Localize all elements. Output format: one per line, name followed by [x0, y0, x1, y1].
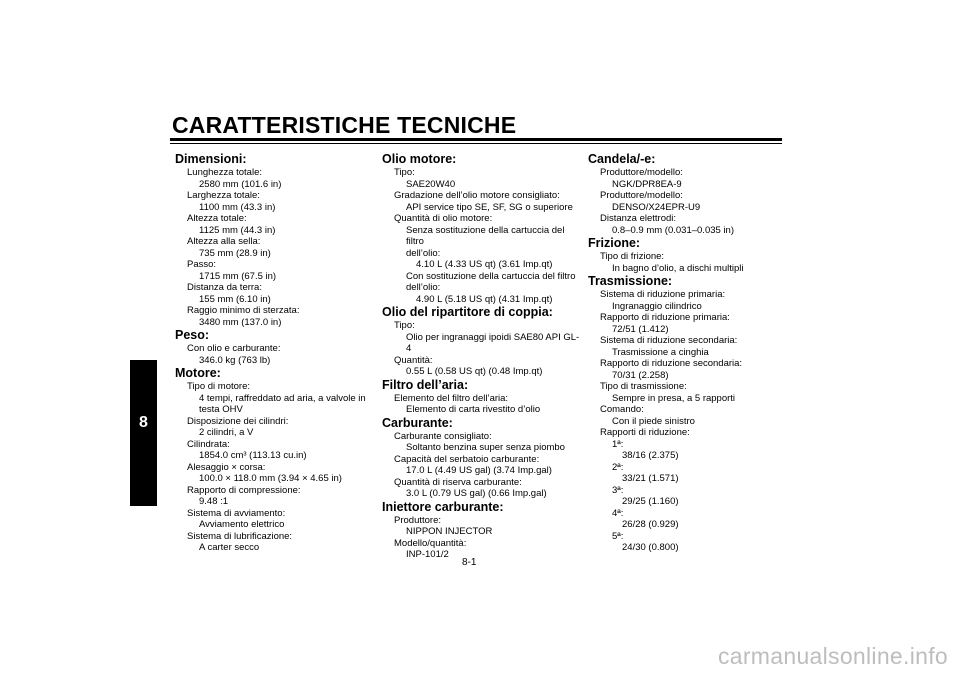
spec-value: NGK/DPR8EA-9 — [612, 178, 682, 190]
section-heading-clutch: Frizione: — [588, 236, 641, 250]
spec-value: Elemento di carta rivestito d’olio — [406, 404, 541, 415]
spec-value: 4.90 L (5.18 US qt) (4.31 Imp.qt) — [416, 293, 553, 305]
spec-label: Passo: — [187, 259, 217, 270]
section-heading-engine-oil: Olio motore: — [382, 152, 457, 166]
spec-label: Quantità di olio motore: — [394, 213, 493, 224]
gear-ratio: 38/16 (2.375) — [622, 450, 679, 461]
spec-value: 1715 mm (67.5 in) — [199, 270, 277, 282]
spec-label: Tipo: — [394, 167, 415, 178]
spec-value: Soltanto benzina super senza piombo — [406, 442, 565, 453]
spec-label: Sistema di riduzione secondaria: — [600, 335, 738, 346]
chapter-tab-number: 8 — [139, 414, 148, 431]
page-number: 8-1 — [462, 557, 477, 568]
spec-label: Quantità di riserva carburante: — [394, 476, 522, 488]
spec-value: INP-101/2 — [406, 549, 449, 560]
spec-value: 100.0 × 118.0 mm (3.94 × 4.65 in) — [199, 473, 342, 484]
spec-value: 1125 mm (44.3 in) — [199, 224, 276, 236]
spec-label: Produttore/modello: — [600, 190, 683, 201]
spec-value: 0.55 L (0.58 US qt) (0.48 Imp.qt) — [406, 366, 543, 377]
specs-column-3 — [588, 152, 788, 554]
section-heading-engine: Motore: — [175, 366, 221, 380]
spec-label: Modello/quantità: — [394, 537, 467, 549]
spec-label: Cilindrata: — [187, 438, 230, 450]
spec-value: 346.0 kg (763 lb) — [199, 354, 271, 366]
spec-value: Con sostituzione della cartuccia del filtro — [406, 270, 576, 282]
spec-value: 0.8–0.9 mm (0.031–0.035 in) — [612, 224, 734, 236]
spec-label: Tipo di motore: — [187, 381, 251, 392]
spec-value: 3480 mm (137.0 in) — [199, 316, 282, 328]
spec-value: 3.0 L (0.79 US gal) (0.66 Imp.gal) — [406, 488, 547, 499]
spec-label: Disposizione dei cilindri: — [187, 415, 289, 427]
spec-value: Trasmissione a cinghia — [612, 346, 709, 358]
gear-label: 4ª: — [612, 507, 624, 519]
spec-value: Avviamento elettrico — [199, 519, 285, 530]
spec-label: Distanza da terra: — [187, 282, 262, 293]
spec-value: Con il piede sinistro — [612, 415, 695, 427]
spec-label: Tipo di frizione: — [600, 251, 665, 262]
gear-label: 2ª: — [612, 461, 624, 473]
gear-ratio: 26/28 (0.929) — [622, 519, 679, 530]
spec-value: 9.48 :1 — [199, 496, 229, 507]
spec-label: Sistema di avviamento: — [187, 507, 286, 519]
spec-value: 735 mm (28.9 in) — [199, 247, 271, 259]
spec-value: 1854.0 cm³ (113.13 cu.in) — [199, 450, 307, 461]
spec-label: Capacità del serbatoio carburante: — [394, 453, 540, 465]
spec-label: Gradazione dell’olio motore consigliato: — [394, 190, 560, 201]
gear-ratio: 33/21 (1.571) — [622, 473, 679, 484]
spec-value: 2 cilindri, a V — [199, 427, 254, 438]
spec-value: dell’olio: — [406, 282, 441, 293]
spec-label: Rapporto di compressione: — [187, 484, 301, 496]
page-title: CARATTERISTICHE TECNICHE — [172, 112, 517, 138]
spec-value: 155 mm (6.10 in) — [199, 293, 271, 305]
spec-value: Sempre in presa, a 5 rapporti — [612, 392, 736, 404]
watermark: carmanualsonline.info — [717, 643, 948, 669]
spec-label: Distanza elettrodi: — [600, 213, 677, 224]
spec-value: Olio per ingranaggi ipoidi SAE80 API GL-4 — [406, 331, 580, 354]
spec-value: 72/51 (1.412) — [612, 323, 669, 335]
gear-ratio: 29/25 (1.160) — [622, 496, 679, 507]
specs-column-2 — [382, 152, 582, 561]
spec-label: Rapporti di riduzione: — [600, 427, 690, 438]
spec-label: Produttore: — [394, 514, 441, 526]
gear-label: 1ª: — [612, 438, 624, 450]
spec-label: Tipo di trasmissione: — [600, 381, 687, 392]
spec-value: A carter secco — [199, 542, 260, 553]
section-heading-fuel: Carburante: — [382, 415, 453, 430]
specs-column-1 — [175, 152, 375, 554]
spec-label: Altezza totale: — [187, 213, 247, 224]
spec-value: 70/31 (2.258) — [612, 369, 669, 381]
spec-label: Produttore/modello: — [600, 167, 683, 178]
spec-label: Rapporto di riduzione primaria: — [600, 312, 730, 323]
gear-ratio: 24/30 (0.800) — [622, 542, 679, 553]
spec-label: Tipo: — [394, 320, 415, 331]
spec-value: Ingranaggio cilindrico — [612, 300, 702, 312]
spec-label: Comando: — [600, 404, 644, 415]
spec-value: 4 tempi, raffreddato ad aria, a valvole in — [199, 392, 366, 404]
spec-label: Altezza alla sella: — [187, 236, 261, 247]
spec-value: 4.10 L (4.33 US qt) (3.61 Imp.qt) — [416, 259, 553, 270]
spec-label: Quantità: — [394, 354, 433, 366]
title-rule-thick — [170, 138, 782, 141]
spec-value: 1100 mm (43.3 in) — [199, 201, 276, 213]
spec-label: Rapporto di riduzione secondaria: — [600, 358, 743, 369]
spec-label: Sistema di riduzione primaria: — [600, 289, 726, 300]
spec-value: SAE20W40 — [406, 178, 456, 190]
gear-label: 3ª: — [612, 484, 624, 496]
section-heading-weight: Peso: — [175, 328, 210, 342]
section-heading-gear-oil: Olio del ripartitore di coppia: — [382, 305, 553, 319]
spec-value: NIPPON INJECTOR — [406, 526, 493, 537]
spec-label: Alesaggio × corsa: — [187, 461, 266, 473]
section-heading-air-filter: Filtro dell’aria: — [382, 377, 469, 392]
spec-value: 17.0 L (4.49 US gal) (3.74 Imp.gal) — [406, 465, 552, 476]
spec-value: DENSO/X24EPR-U9 — [612, 201, 701, 213]
spec-label: Elemento del filtro dell’aria: — [394, 392, 509, 404]
spec-label: Larghezza totale: — [187, 190, 260, 201]
spec-value: testa OHV — [199, 404, 243, 415]
section-heading-dimensions: Dimensioni: — [175, 152, 247, 166]
spec-label: Con olio e carburante: — [187, 343, 281, 354]
spec-value: Senza sostituzione della cartuccia del filtro — [406, 224, 565, 247]
spec-label: Lunghezza totale: — [187, 167, 263, 178]
section-heading-spark-plugs: Candela/-e: — [588, 152, 656, 166]
section-heading-transmission: Trasmissione: — [588, 274, 673, 288]
spec-value: dell’olio: — [406, 247, 441, 259]
chapter-tab — [130, 360, 157, 506]
spec-value: API service tipo SE, SF, SG o superiore — [406, 201, 573, 213]
spec-value: 2580 mm (101.6 in) — [199, 178, 282, 190]
gear-label: 5ª: — [612, 530, 624, 542]
title-rule-thin — [170, 143, 782, 144]
spec-label: Sistema di lubrificazione: — [187, 530, 293, 542]
spec-label: Carburante consigliato: — [394, 430, 492, 442]
spec-label: Raggio minimo di sterzata: — [187, 305, 300, 316]
spec-value: In bagno d’olio, a dischi multipli — [612, 262, 744, 274]
section-heading-fuel-injector: Iniettore carburante: — [382, 499, 504, 514]
